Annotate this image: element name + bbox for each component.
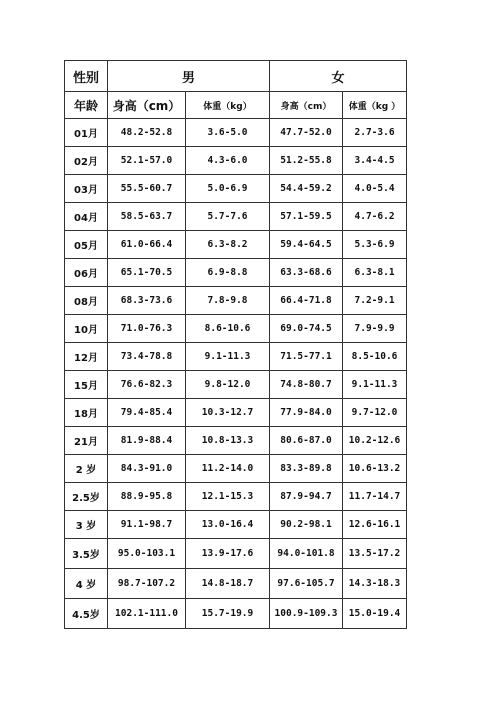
female-weight-cell: 6.3-8.1	[343, 259, 407, 287]
age-cell: 02月	[65, 147, 108, 175]
female-height-cell: 54.4-59.2	[270, 175, 343, 203]
male-weight-cell: 6.3-8.2	[186, 231, 270, 259]
age-cell: 4 岁	[65, 569, 108, 599]
age-cell: 01月	[65, 119, 108, 147]
age-cell: 15月	[65, 371, 108, 399]
age-cell: 2 岁	[65, 455, 108, 483]
header-row-sex	[65, 61, 407, 92]
female-height-cell: 77.9-84.0	[270, 399, 343, 427]
age-cell: 08月	[65, 287, 108, 315]
female-height-cell: 66.4-71.8	[270, 287, 343, 315]
female-height-cell: 90.2-98.1	[270, 511, 343, 539]
female-weight-cell: 13.5-17.2	[343, 539, 407, 569]
male-height-cell: 65.1-70.5	[108, 259, 186, 287]
age-cell: 4.5岁	[65, 599, 108, 629]
female-weight-cell: 7.9-9.9	[343, 315, 407, 343]
table-row	[65, 599, 407, 629]
female-weight-cell: 9.1-11.3	[343, 371, 407, 399]
male-height-cell: 61.0-66.4	[108, 231, 186, 259]
header-row-columns	[65, 92, 407, 119]
table-row	[65, 483, 407, 511]
female-height-header-cell: 身高（cm）	[270, 92, 343, 119]
table-row	[65, 315, 407, 343]
male-height-cell: 81.9-88.4	[108, 427, 186, 455]
male-weight-cell: 8.6-10.6	[186, 315, 270, 343]
female-height-cell: 97.6-105.7	[270, 569, 343, 599]
female-height-cell: 63.3-68.6	[270, 259, 343, 287]
male-height-cell: 52.1-57.0	[108, 147, 186, 175]
female-height-cell: 69.0-74.5	[270, 315, 343, 343]
age-cell: 3.5岁	[65, 539, 108, 569]
female-weight-cell: 8.5-10.6	[343, 343, 407, 371]
age-cell: 04月	[65, 203, 108, 231]
female-height-cell: 57.1-59.5	[270, 203, 343, 231]
female-weight-cell: 14.3-18.3	[343, 569, 407, 599]
female-weight-header-cell: 体重（kg ）	[343, 92, 407, 119]
female-weight-cell: 4.0-5.4	[343, 175, 407, 203]
male-height-cell: 73.4-78.8	[108, 343, 186, 371]
male-height-cell: 98.7-107.2	[108, 569, 186, 599]
female-weight-cell: 9.7-12.0	[343, 399, 407, 427]
female-height-cell: 71.5-77.1	[270, 343, 343, 371]
table-row	[65, 175, 407, 203]
male-weight-cell: 10.3-12.7	[186, 399, 270, 427]
female-height-cell: 94.0-101.8	[270, 539, 343, 569]
male-height-cell: 95.0-103.1	[108, 539, 186, 569]
male-height-cell: 88.9-95.8	[108, 483, 186, 511]
male-height-cell: 76.6-82.3	[108, 371, 186, 399]
table-row	[65, 511, 407, 539]
age-header-cell: 年龄	[65, 92, 108, 119]
female-weight-cell: 3.4-4.5	[343, 147, 407, 175]
female-height-cell: 100.9-109.3	[270, 599, 343, 629]
male-height-cell: 68.3-73.6	[108, 287, 186, 315]
table-row	[65, 399, 407, 427]
male-weight-cell: 5.7-7.6	[186, 203, 270, 231]
male-weight-cell: 7.8-9.8	[186, 287, 270, 315]
table-row	[65, 147, 407, 175]
male-height-cell: 79.4-85.4	[108, 399, 186, 427]
table-row	[65, 231, 407, 259]
growth-standard-table	[64, 60, 407, 629]
male-height-cell: 91.1-98.7	[108, 511, 186, 539]
female-weight-cell: 12.6-16.1	[343, 511, 407, 539]
female-weight-cell: 10.2-12.6	[343, 427, 407, 455]
female-weight-cell: 15.0-19.4	[343, 599, 407, 629]
female-height-cell: 47.7-52.0	[270, 119, 343, 147]
age-cell: 12月	[65, 343, 108, 371]
male-weight-cell: 10.8-13.3	[186, 427, 270, 455]
female-height-cell: 80.6-87.0	[270, 427, 343, 455]
age-cell: 10月	[65, 315, 108, 343]
table-row	[65, 569, 407, 599]
table-row	[65, 287, 407, 315]
male-height-cell: 48.2-52.8	[108, 119, 186, 147]
male-weight-cell: 14.8-18.7	[186, 569, 270, 599]
female-header-cell: 女	[270, 61, 407, 92]
male-height-header-cell: 身高（cm）	[108, 92, 186, 119]
male-height-cell: 84.3-91.0	[108, 455, 186, 483]
female-height-cell: 87.9-94.7	[270, 483, 343, 511]
male-weight-cell: 13.9-17.6	[186, 539, 270, 569]
table-row	[65, 203, 407, 231]
male-weight-cell: 12.1-15.3	[186, 483, 270, 511]
female-height-cell: 74.8-80.7	[270, 371, 343, 399]
age-cell: 2.5岁	[65, 483, 108, 511]
age-cell: 03月	[65, 175, 108, 203]
male-weight-cell: 4.3-6.0	[186, 147, 270, 175]
female-height-cell: 83.3-89.8	[270, 455, 343, 483]
female-height-cell: 51.2-55.8	[270, 147, 343, 175]
female-height-cell: 59.4-64.5	[270, 231, 343, 259]
male-weight-cell: 9.1-11.3	[186, 343, 270, 371]
male-weight-cell: 13.0-16.4	[186, 511, 270, 539]
female-weight-cell: 4.7-6.2	[343, 203, 407, 231]
male-weight-cell: 11.2-14.0	[186, 455, 270, 483]
female-weight-cell: 10.6-13.2	[343, 455, 407, 483]
male-weight-cell: 9.8-12.0	[186, 371, 270, 399]
age-cell: 05月	[65, 231, 108, 259]
female-weight-cell: 7.2-9.1	[343, 287, 407, 315]
female-weight-cell: 5.3-6.9	[343, 231, 407, 259]
table-row	[65, 119, 407, 147]
male-header-cell: 男	[108, 61, 270, 92]
age-cell: 06月	[65, 259, 108, 287]
table-row	[65, 427, 407, 455]
male-height-cell: 55.5-60.7	[108, 175, 186, 203]
male-weight-cell: 3.6-5.0	[186, 119, 270, 147]
female-weight-cell: 2.7-3.6	[343, 119, 407, 147]
table-row	[65, 343, 407, 371]
male-height-cell: 58.5-63.7	[108, 203, 186, 231]
male-height-cell: 71.0-76.3	[108, 315, 186, 343]
female-weight-cell: 11.7-14.7	[343, 483, 407, 511]
age-cell: 18月	[65, 399, 108, 427]
table-row	[65, 539, 407, 569]
table-row	[65, 371, 407, 399]
age-cell: 21月	[65, 427, 108, 455]
male-weight-cell: 5.0-6.9	[186, 175, 270, 203]
table-row	[65, 259, 407, 287]
sex-header-cell: 性别	[65, 61, 108, 92]
table-row	[65, 455, 407, 483]
male-weight-cell: 6.9-8.8	[186, 259, 270, 287]
male-height-cell: 102.1-111.0	[108, 599, 186, 629]
male-weight-cell: 15.7-19.9	[186, 599, 270, 629]
male-weight-header-cell: 体重（kg）	[186, 92, 270, 119]
age-cell: 3 岁	[65, 511, 108, 539]
